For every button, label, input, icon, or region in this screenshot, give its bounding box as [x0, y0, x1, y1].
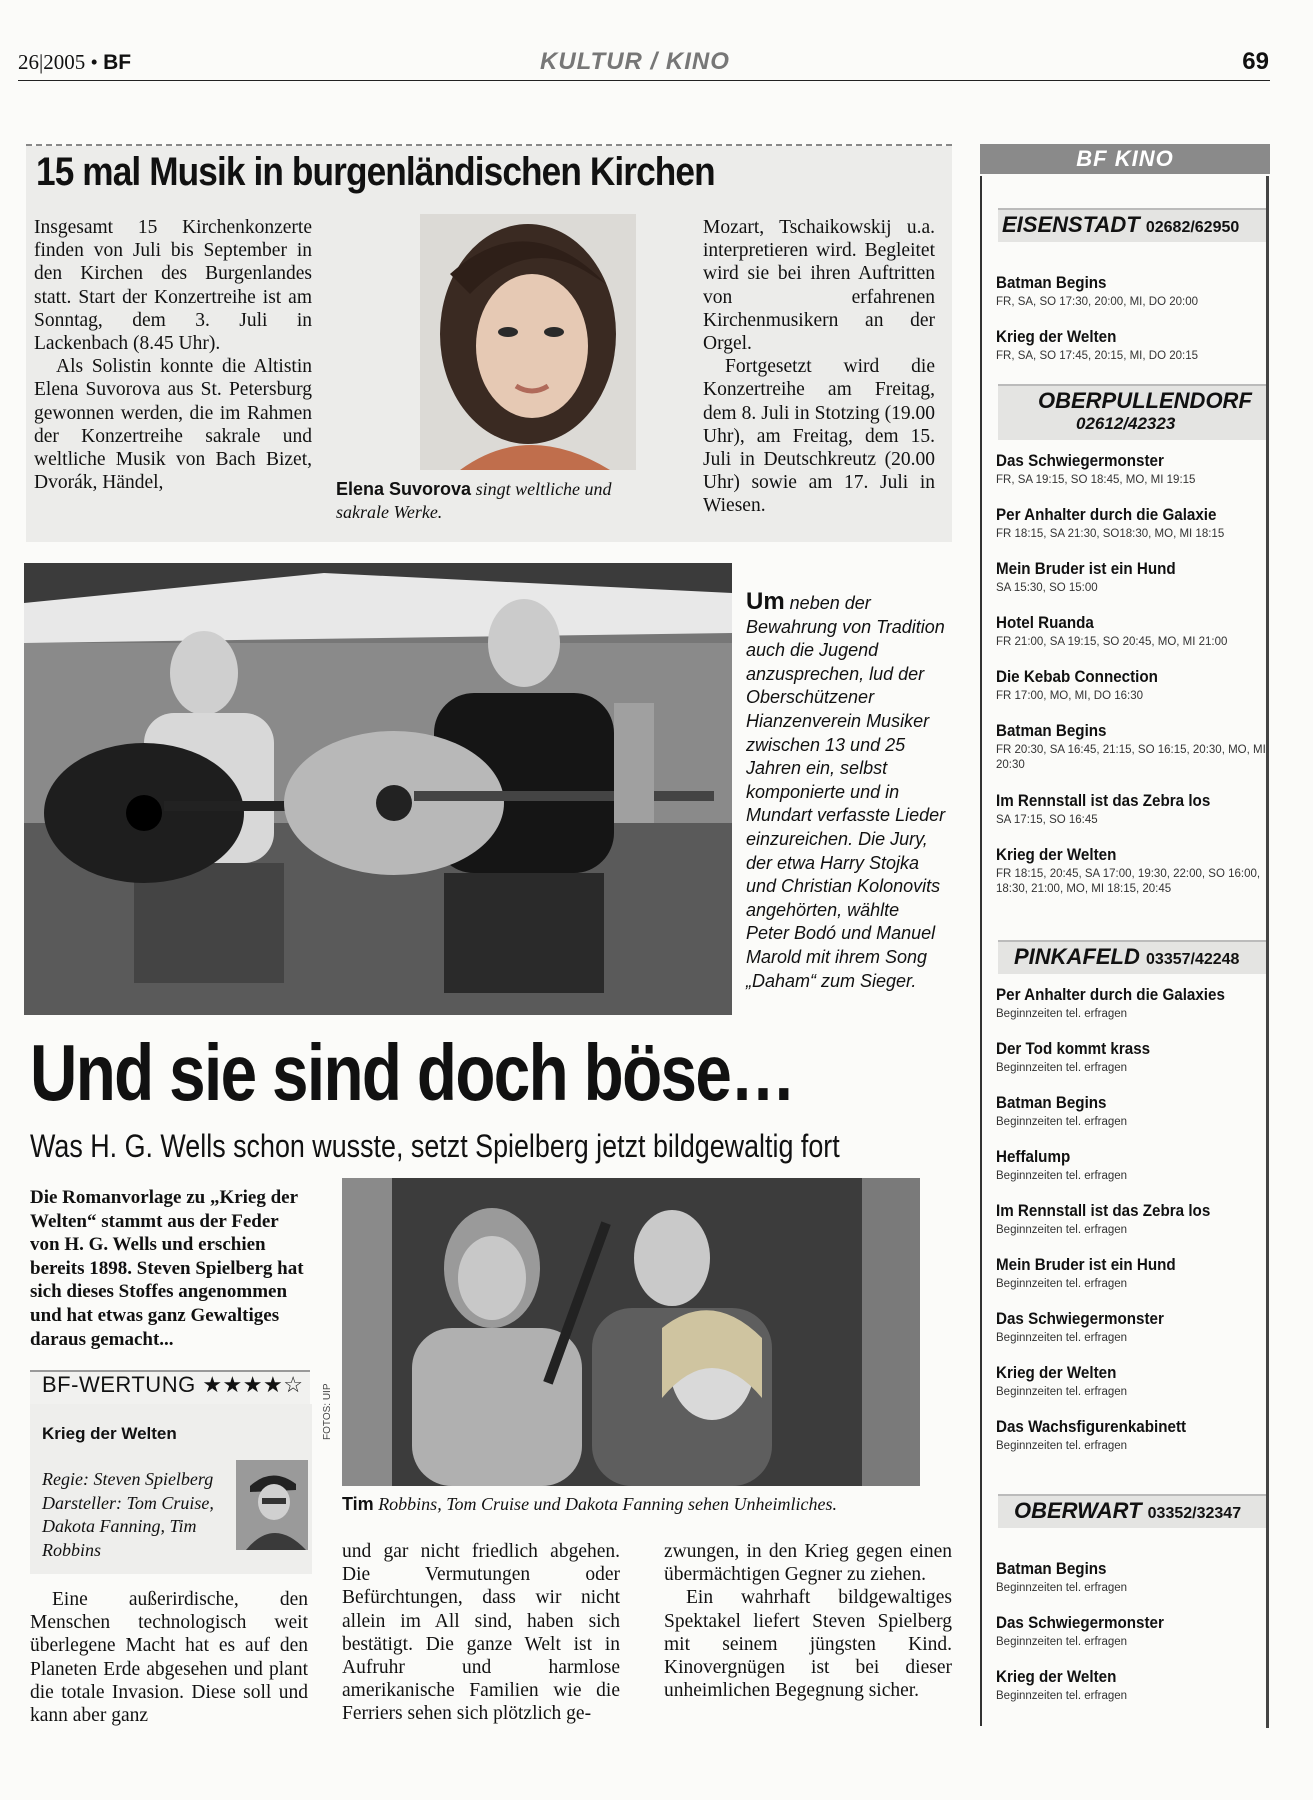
headline: Und sie sind doch böse…: [30, 1028, 795, 1117]
rating-label: BF-WERTUNG: [42, 1372, 196, 1397]
paragraph: zwungen, in den Krieg gegen einen übermächtigen Gegner zu ziehen.: [664, 1541, 952, 1586]
film-times: FR 18:15, 20:45, SA 17:00, 19:30, 22:00, SO 16:00, 18:30, 21:00, MO, MI 18:15, 20:45: [996, 868, 1261, 895]
film-listing: [996, 452, 1266, 488]
film-listing: [996, 1418, 1266, 1454]
caption-text: neben der Bewahrung von Tradition auch die Jugend anzusprechen, lud der Oberschützener Hianzenverein Musiker zwischen 13 und 25 Jahren ein, selbst komponierte und in Mundart verfasste Lieder einzureichen. Die Jury, der etwa Harry Stojka und Christian Kolonovits angehörten, wählte Peter Bodó und Manuel Marold mit ihrem Song „Daham“ zum Sieger.: [746, 593, 946, 991]
film-times: FR, SA 19:15, SO 18:45, MO, MI 19:15: [996, 474, 1196, 486]
film-title: Mein Bruder ist ein Hund: [996, 1256, 1176, 1274]
paragraph: Fortgesetzt wird die Konzertreihe am Freitag, dem 8. Juli in Stotzing (19.00 Uhr), am Freitag, dem 15. Juli in Deutschkreutz (20.00 Uhr) sowie am 17. Juli in Wiesen.: [703, 356, 935, 517]
section-title: KULTUR / KINO: [540, 48, 730, 75]
film-times: FR, SA, SO 17:45, 20:15, MI, DO 20:15: [996, 350, 1198, 362]
article-title: 15 mal Musik in burgenländischen Kirchen: [36, 150, 715, 194]
film-credits: Regie: Steven Spielberg Darsteller: Tom Cruise, Dakota Fanning, Tim Robbins: [42, 1469, 214, 1560]
header-rule: [18, 80, 1270, 81]
film-title: Die Kebab Connection: [996, 668, 1158, 686]
film-times: Beginnzeiten tel. erfragen: [996, 1690, 1128, 1702]
film-title: Batman Begins: [996, 274, 1107, 292]
city-name: PINKAFELD: [1014, 944, 1140, 969]
city-name: EISENSTADT: [1002, 212, 1140, 237]
film-title: Krieg der Welten: [996, 846, 1117, 864]
film-title: Krieg der Welten: [996, 1668, 1117, 1686]
film-times: Beginnzeiten tel. erfragen: [996, 1636, 1128, 1648]
rating-header: [42, 1372, 303, 1398]
film-times: SA 17:15, SO 16:45: [996, 814, 1098, 826]
paragraph: Mozart, Tschaikowskij u.a. interpretieren wird. Begleitet wird sie bei ihren Auftritten von erfahrenen Kirchenmusikern an der Orgel.: [703, 217, 935, 355]
portrait-caption: [336, 478, 636, 524]
film-times: Beginnzeiten tel. erfragen: [996, 1008, 1128, 1020]
film-listing: [996, 1094, 1266, 1130]
film-still-image: [342, 1178, 920, 1486]
cinema-city: [1002, 212, 1239, 238]
film-listing: [996, 1148, 1266, 1184]
caption-text: Robbins, Tom Cruise und Dakota Fanning sehen Unheimliches.: [373, 1494, 837, 1514]
subheadline: Was H. G. Wells schon wusste, setzt Spielberg jetzt bildgewaltig fort: [30, 1128, 840, 1164]
film-listing: [996, 1614, 1266, 1650]
film-times: Beginnzeiten tel. erfragen: [996, 1170, 1128, 1182]
paragraph: Als Solistin konnte die Altistin Elena Suvorova aus St. Petersburg gewonnen werden, die im Rahmen der Konzertreihe sakrale und weltliche Musik von Bach Bizet, Dvorák, Händel,: [34, 356, 312, 494]
film-times: FR 21:00, SA 19:15, SO 20:45, MO, MI 21:00: [996, 636, 1228, 648]
caption-name: Elena Suvorova: [336, 479, 472, 499]
film-times: FR 18:15, SA 21:30, SO18:30, MO, MI 18:15: [996, 528, 1225, 540]
musicians-photo: [24, 563, 732, 1015]
film-times: FR, SA, SO 17:30, 20:00, MI, DO 20:00: [996, 296, 1198, 308]
film-listing: [996, 274, 1266, 310]
film-listing: [996, 986, 1266, 1022]
film-times: Beginnzeiten tel. erfragen: [996, 1386, 1128, 1398]
film-title: Das Schwiegermonster: [996, 1310, 1164, 1328]
film-title: Mein Bruder ist ein Hund: [996, 560, 1176, 578]
phone-number: 02612/42323: [1076, 414, 1176, 433]
film-listing: [996, 560, 1266, 596]
cinema-sidebar-title: BF KINO: [980, 144, 1270, 174]
film-listing: [996, 1560, 1266, 1596]
film-listing: [996, 328, 1266, 364]
dashed-divider: [26, 144, 952, 146]
brand-logo: BF: [103, 51, 132, 74]
film-listing: [996, 1364, 1266, 1400]
film-still-photo: [342, 1178, 920, 1486]
musicians-caption: [746, 590, 946, 993]
film-listing: [996, 846, 1266, 897]
issue-info: [18, 50, 131, 75]
photo-credit: FOTOS: UIP: [322, 1383, 333, 1440]
sidebar-shadow: [1266, 176, 1269, 1728]
city-name: OBERWART: [1014, 1498, 1142, 1523]
body-column-3: [664, 1540, 952, 1702]
caption-lead: Um: [746, 588, 785, 615]
article-column-1: [34, 216, 312, 494]
film-times: SA 15:30, SO 15:00: [996, 582, 1098, 594]
film-listing: [996, 1310, 1266, 1346]
paragraph: Eine außerirdische, den Menschen technologisch weit überlegene Macht hat es auf den Planeten Erde abgesehen und plant die totale Invasion. Diese soll und kann aber ganz: [30, 1589, 308, 1727]
caption-lead: Tim: [342, 1494, 374, 1514]
film-times: FR 20:30, SA 16:45, 21:15, SO 16:15, 20:30, MO, MI 20:30: [996, 744, 1266, 771]
film-listing: [996, 1256, 1266, 1292]
film-times: Beginnzeiten tel. erfragen: [996, 1582, 1128, 1594]
film-title: Hotel Ruanda: [996, 614, 1094, 632]
film-listing: [996, 668, 1266, 704]
body-column-1: [30, 1588, 308, 1727]
director-photo: [236, 1460, 308, 1550]
film-title: Batman Begins: [996, 722, 1107, 740]
film-title: Heffalump: [996, 1148, 1071, 1166]
phone-number: 03352/32347: [1147, 1505, 1242, 1522]
phone-number: 03357/42248: [1146, 951, 1240, 968]
film-times: Beginnzeiten tel. erfragen: [996, 1062, 1128, 1074]
film-title: Krieg der Welten: [996, 328, 1117, 346]
cinema-city: [1014, 1498, 1241, 1524]
city-name: OBERPULLENDORF: [1038, 388, 1252, 413]
film-listing: [996, 506, 1266, 542]
body-column-2: [342, 1540, 620, 1726]
sidebar-border: [980, 176, 982, 1726]
film-title: Das Schwiegermonster: [996, 452, 1164, 470]
film-title: Im Rennstall ist das Zebra los: [996, 792, 1211, 810]
film-times: Beginnzeiten tel. erfragen: [996, 1224, 1128, 1236]
paragraph: Insgesamt 15 Kirchenkonzerte finden von Juli bis September in den Kirchen des Burgenlandes statt. Start der Konzertreihe ist am Sonntag, dem 3. Juli in Lackenbach (8.45 Uhr).: [34, 217, 312, 355]
film-title: Das Wachsfigurenkabinett: [996, 1418, 1187, 1436]
film-title: Per Anhalter durch die Galaxie: [996, 506, 1217, 524]
film-times: FR 17:00, MO, MI, DO 16:30: [996, 690, 1143, 702]
phone-number: 02682/62950: [1145, 219, 1240, 236]
film-listing: [996, 722, 1266, 773]
film-listing: [996, 1668, 1266, 1704]
issue-number: 26|2005 •: [18, 50, 98, 74]
film-times: Beginnzeiten tel. erfragen: [996, 1332, 1128, 1344]
director-image: [236, 1460, 308, 1550]
musicians-image: [24, 563, 732, 1015]
film-title: Im Rennstall ist das Zebra los: [996, 1202, 1211, 1220]
film-times: Beginnzeiten tel. erfragen: [996, 1440, 1128, 1452]
paragraph: und gar nicht friedlich abgehen. Die Vermutungen oder Befürchtungen, dass wir nicht allein im All sind, haben sich bestätigt. Die ganze Welt ist in Aufruhr und harmlose amerikanische Familien wie die Ferriers sehen sich plötzlich ge-: [342, 1541, 620, 1725]
rating-film-title: Krieg der Welten: [42, 1424, 177, 1443]
film-title: Krieg der Welten: [996, 1364, 1117, 1382]
intro-text: Die Romanvorlage zu „Krieg der Welten“ stammt aus der Feder von H. G. Wells und erschien bereits 1898. Steven Spielberg hat sich dieses Stoffes angenommen und hat etwas ganz Gewaltiges daraus gemacht...: [30, 1187, 304, 1350]
caption-text: singt weltliche und sakrale Werke.: [336, 479, 612, 522]
film-listing: [996, 1202, 1266, 1238]
film-title: Batman Begins: [996, 1560, 1107, 1578]
portrait-photo-elena-suvorova: [420, 214, 636, 470]
film-listing: [996, 792, 1266, 828]
article-column-2: [703, 216, 935, 518]
portrait-image: [420, 214, 636, 470]
film-times: Beginnzeiten tel. erfragen: [996, 1116, 1128, 1128]
film-listing: [996, 1040, 1266, 1076]
film-title: Das Schwiegermonster: [996, 1614, 1164, 1632]
film-title: Der Tod kommt krass: [996, 1040, 1151, 1058]
film-still-caption: [342, 1494, 837, 1515]
film-title: Batman Begins: [996, 1094, 1107, 1112]
page-number: 69: [1242, 48, 1269, 75]
film-listing: [996, 614, 1266, 650]
paragraph: Ein wahrhaft bildgewaltiges Spektakel liefert Steven Spielberg mit seinem jüngsten Kind. Kinovergnügen ist bei dieser unheimlichen Begegnung sicher.: [664, 1587, 952, 1702]
film-times: Beginnzeiten tel. erfragen: [996, 1278, 1128, 1290]
film-title: Per Anhalter durch die Galaxies: [996, 986, 1225, 1004]
cinema-city: [1014, 944, 1239, 970]
rating-stars: ★★★★☆: [202, 1372, 304, 1397]
